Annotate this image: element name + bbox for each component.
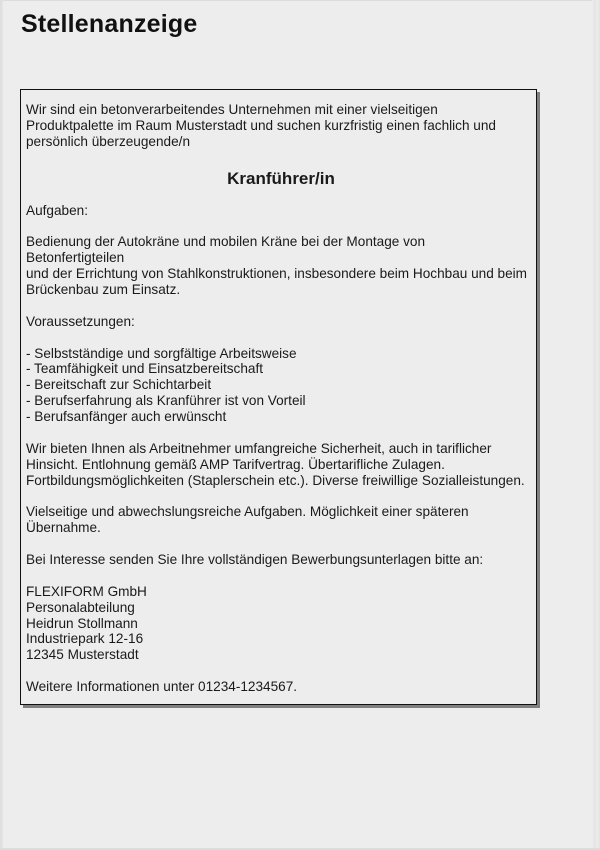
- spacer: [26, 425, 536, 441]
- offer-line: Wir bieten Ihnen als Arbeitnehmer umfangreiche Sicherheit, auch in tariflicher: [26, 440, 492, 456]
- address-line: Industriepark 12-16: [26, 631, 144, 647]
- requirement-item: - Selbstständige und sorgfältige Arbeitsweise: [26, 345, 297, 361]
- more-info-text: Weitere Informationen unter 01234-1234567.: [26, 679, 298, 695]
- address-line: FLEXIFORM GmbH: [26, 583, 147, 599]
- page-edge-top: [0, 0, 600, 1]
- offer-line: Hinsicht. Entlohnung gemäß AMP Tarifvertrag. Übertarifliche Zulagen.: [26, 456, 445, 472]
- page-title: Stellenanzeige: [21, 10, 198, 38]
- spacer: [26, 219, 536, 235]
- requirement-item: - Berufsanfänger auch erwünscht: [26, 409, 227, 425]
- spacer: [26, 568, 536, 584]
- tasks-line: Brückenbau zum Einsatz.: [26, 282, 181, 298]
- tasks-paragraph: [26, 234, 536, 298]
- spacer: [26, 663, 536, 679]
- tasks-heading: Aufgaben:: [26, 202, 88, 218]
- apply-text: Bei Interesse senden Sie Ihre vollständigen Bewerbungsunterlagen bitte an:: [26, 552, 484, 567]
- intro-line: Wir sind ein betonverarbeitendes Unternehmen mit einer vielseitigen: [26, 102, 438, 117]
- page-edge-left: [0, 0, 3, 850]
- spacer: [26, 330, 536, 346]
- offer-line: Fortbildungsmöglichkeiten (Staplerschein etc.). Diverse freiwillige Sozialleistungen.: [26, 472, 525, 488]
- contact-address: [26, 584, 536, 664]
- requirement-item: - Teamfähigkeit und Einsatzbereitschaft: [26, 361, 264, 377]
- requirement-item: - Berufserfahrung als Kranführer ist von Vorteil: [26, 393, 306, 409]
- spacer: [26, 536, 536, 552]
- address-line: Personalabteilung: [26, 599, 135, 615]
- prospects-line: Vielseitige und abwechslungsreiche Aufgaben. Möglichkeit einer späteren: [26, 504, 469, 520]
- job-title: Kranführer/in: [227, 168, 335, 188]
- spacer: [26, 489, 536, 505]
- job-ad-box: [20, 89, 537, 705]
- address-line: 12345 Musterstadt: [26, 647, 139, 663]
- tasks-line: und der Errichtung von Stahlkonstruktionen, insbesondere beim Hochbau und beim: [26, 266, 528, 282]
- requirement-item: - Bereitschaft zur Schichtarbeit: [26, 377, 212, 393]
- intro-paragraph: [26, 102, 536, 150]
- intro-line: Produktpalette im Raum Musterstadt und suchen kurzfristig einen fachlich und: [26, 117, 496, 133]
- tasks-line: Betonfertigteilen: [26, 250, 125, 266]
- intro-line: persönlich überzeugende/n: [26, 133, 191, 149]
- spacer: [26, 298, 536, 314]
- requirements-list: [26, 346, 536, 426]
- offer-paragraph: [26, 441, 536, 489]
- prospects-paragraph: [26, 504, 536, 536]
- page-edge-right: [592, 0, 600, 850]
- address-line: Heidrun Stollmann: [26, 615, 138, 631]
- prospects-line: Übernahme.: [26, 520, 101, 536]
- requirements-heading: Voraussetzungen:: [26, 313, 135, 329]
- tasks-line: Bedienung der Autokräne und mobilen Kräne bei der Montage von: [26, 234, 426, 250]
